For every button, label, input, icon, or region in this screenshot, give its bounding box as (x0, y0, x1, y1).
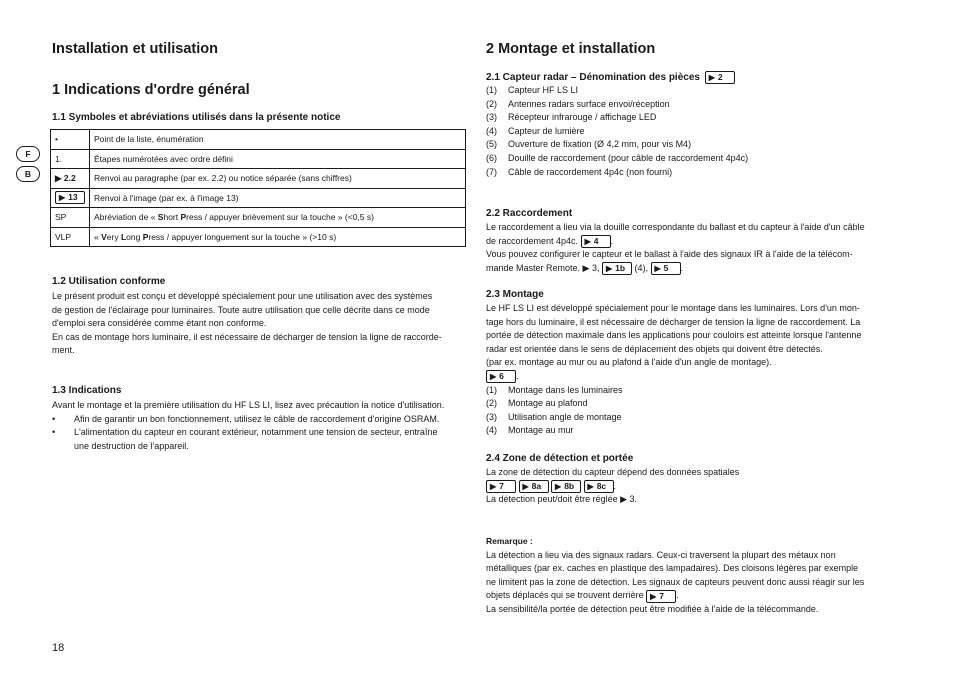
paragraph-2-2: Le raccordement a lieu via la douille correspondante du ballast et du capteur à l'aide d'un câble de raccordement 4p4c. ▶ 4 . Vous pouvez configurer le capteur et le ballast à l'aide des signaux IR à l'aide de la télécom- mande Master Remote. ▶ 3, ▶ 1b (4), ▶ 5 . (486, 222, 865, 273)
play-icon: ▶ (708, 73, 715, 82)
image-ref-badge[interactable]: ▶ 5 (651, 262, 681, 275)
image-ref-badge[interactable]: ▶ 7 (486, 480, 516, 493)
play-icon: ▶ (522, 481, 529, 491)
table-row (51, 169, 466, 189)
table-row (51, 130, 466, 150)
table-cell-symbol: SP (51, 208, 90, 228)
play-icon: ▶ (654, 263, 661, 273)
heading-2-2: 2.2 Raccordement (486, 208, 573, 219)
table-cell-desc: Renvoi au paragraphe (par ex. 2.2) ou notice séparée (sans chiffres) (90, 169, 466, 189)
list-item: • L'alimentation du capteur en courant extérieur, notamment une tension de secteur, entraîne une destruction de l'appareil. (52, 427, 438, 451)
list-item: (1) Capteur HF LS LI (486, 85, 579, 95)
list-item: (7) Câble de raccordement 4p4c (non fourni) (486, 166, 673, 177)
list-item: (1) Montage dans les luminaires (486, 384, 623, 395)
page-number: 18 (52, 642, 65, 654)
list-item: (6) Douille de raccordement (pour câble de raccordement 4p4c) (486, 152, 749, 163)
table-cell-symbol: 1. (51, 149, 90, 169)
table-cell-desc: Abréviation de « Short Press / appuyer brièvement sur la touche » (<0,5 s) (90, 208, 466, 228)
image-ref-badge[interactable]: ▶ 8a (519, 480, 549, 493)
list-item: (2) Montage au plafond (486, 398, 588, 409)
table-cell-desc: « Very Long Press / appuyer longuement sur la touche » (>10 s) (90, 227, 466, 247)
play-icon: ▶ (490, 372, 497, 382)
heading-1: 1 Indications d'ordre général (52, 82, 250, 98)
image-ref-badge[interactable]: ▶ 2 (705, 71, 735, 84)
language-tab-f[interactable]: F (16, 146, 40, 162)
image-ref-badge: ▶ 13 (55, 191, 85, 204)
heading-2-4: 2.4 Zone de détection et portée (486, 453, 634, 464)
table-row (51, 188, 466, 208)
table-cell-symbol: VLP (51, 227, 90, 247)
play-icon: ▶ (650, 591, 657, 601)
heading-1-2: 1.2 Utilisation conforme (52, 276, 166, 287)
heading-1-1: 1.1 Symboles et abréviations utilisés dans la présente notice (52, 112, 341, 123)
play-icon: ▶ (59, 193, 66, 203)
heading-2: 2 Montage et installation (486, 41, 656, 57)
table-row (51, 227, 466, 247)
image-ref-badge[interactable]: ▶ 6 (486, 370, 516, 383)
table-cell-symbol (51, 188, 90, 208)
paragraph-1-3: Avant le montage et la première utilisation du HF LS LI, lisez avec précaution la notice d'utilisation. • Afin de garantir un bon fonctionnement, utilisez le câble de raccordement d'origine OSRAM. • L'alimentation du capteur en courant extérieur, notamment une tension de secteur, entraîne une destruction de l'appareil. (52, 399, 472, 453)
table-row (51, 208, 466, 228)
list-item: (4) Montage au mur (486, 425, 574, 436)
list-item: (3) Utilisation angle de montage (486, 411, 622, 422)
list-item: • Afin de garantir un bon fonctionnement, utilisez le câble de raccordement d'origine OSRAM. (52, 413, 440, 424)
image-ref-badge[interactable]: ▶ 8c (584, 480, 614, 493)
play-icon: ▶ (605, 263, 613, 273)
list-item: (2) Antennes radars surface envoi/réception (486, 98, 670, 109)
image-ref-badge[interactable]: ▶ 4 (581, 235, 611, 248)
list-item: (3) Récepteur infrarouge / affichage LED (486, 112, 657, 123)
list-item: (4) Capteur de lumière (486, 125, 585, 136)
language-tab-b[interactable]: B (16, 166, 40, 182)
table-cell-desc: Étapes numérotées avec ordre défini (90, 149, 466, 169)
heading-1-3: 1.3 Indications (52, 385, 122, 396)
table-cell-symbol: • (51, 130, 90, 150)
table-cell-desc: Point de la liste, énumération (90, 130, 466, 150)
heading-2-1: 2.1 Capteur radar – Dénomination des pièces ▶ 2 (486, 71, 735, 84)
parts-list (486, 84, 906, 179)
play-icon: ▶ (587, 481, 594, 491)
table-row (51, 149, 466, 169)
paragraph-1-2: Le présent produit est conçu et développé spécialement pour une utilisation avec des systèmes de gestion de l'éclairage pour luminaires. Toute autre utilisation que celle décrite dans ce mode d'emploi sera considérée comme étant non conforme. En cas de montage hors luminaire, il est nécessaire de décharger de tension la ligne de raccorde- ment. (52, 291, 442, 356)
list-item: (5) Ouverture de fixation (Ø 4,2 mm, pour vis M4) (486, 139, 692, 150)
image-ref-badge[interactable]: ▶ 7 (646, 590, 676, 603)
symbols-table (50, 129, 466, 247)
heading-2-3: 2.3 Montage (486, 289, 544, 300)
paragraph-2-3: Le HF LS LI est développé spécialement pour le montage dans les luminaires. Lors d'un mon- tage hors du luminaire, il est nécessaire de décharger de tension la ligne de raccordement. La portée de détection maximale dans les applications pour couloirs est atteinte lorsque l'antenne radar est orientée dans le sens de déplacement des objets qui doivent être détectés. (par ex. montage au mur ou au plafond à l'aide d'un angle de montage). ▶ 6 . (1) Montage dans les luminaires (2) Montage au plafond (3) Utilisation angle de montage (4) Montage au mur (486, 302, 906, 438)
remark-title: Remarque : (486, 536, 533, 546)
paragraph-2-4: La zone de détection du capteur dépend des données spatiales ▶ 7 ▶ 8a ▶ 8b ▶ 8c . La détection peut/doit être réglée ▶ 3. (486, 467, 740, 505)
table-cell-symbol: ▶ 2.2 (51, 169, 90, 189)
section-title: Installation et utilisation (52, 41, 218, 57)
table-cell-desc: Renvoi à l'image (par ex. à l'image 13) (90, 188, 466, 208)
play-icon: ▶ (584, 236, 591, 246)
image-ref-badge[interactable]: ▶ 8b (551, 480, 581, 493)
play-icon: ▶ (555, 481, 562, 491)
image-ref-badge[interactable]: ▶ 1b (602, 262, 632, 275)
remark-block: Remarque : La détection a lieu via des signaux radars. Ceux-ci traversent la plupart des métaux non métalliques (par ex. caches en plastique des lampadaires). Des cloisons légères par exemple ne limitent pas la zone de détection. Les signaux de capteurs peuvent donc aussi réagir sur les objets déplacés qui se trouvent derrière ▶ 7 . La sensibilité/la portée de détection peut être modifiée à l'aide de la télécommande. (486, 535, 906, 617)
play-icon: ▶ (490, 481, 497, 491)
